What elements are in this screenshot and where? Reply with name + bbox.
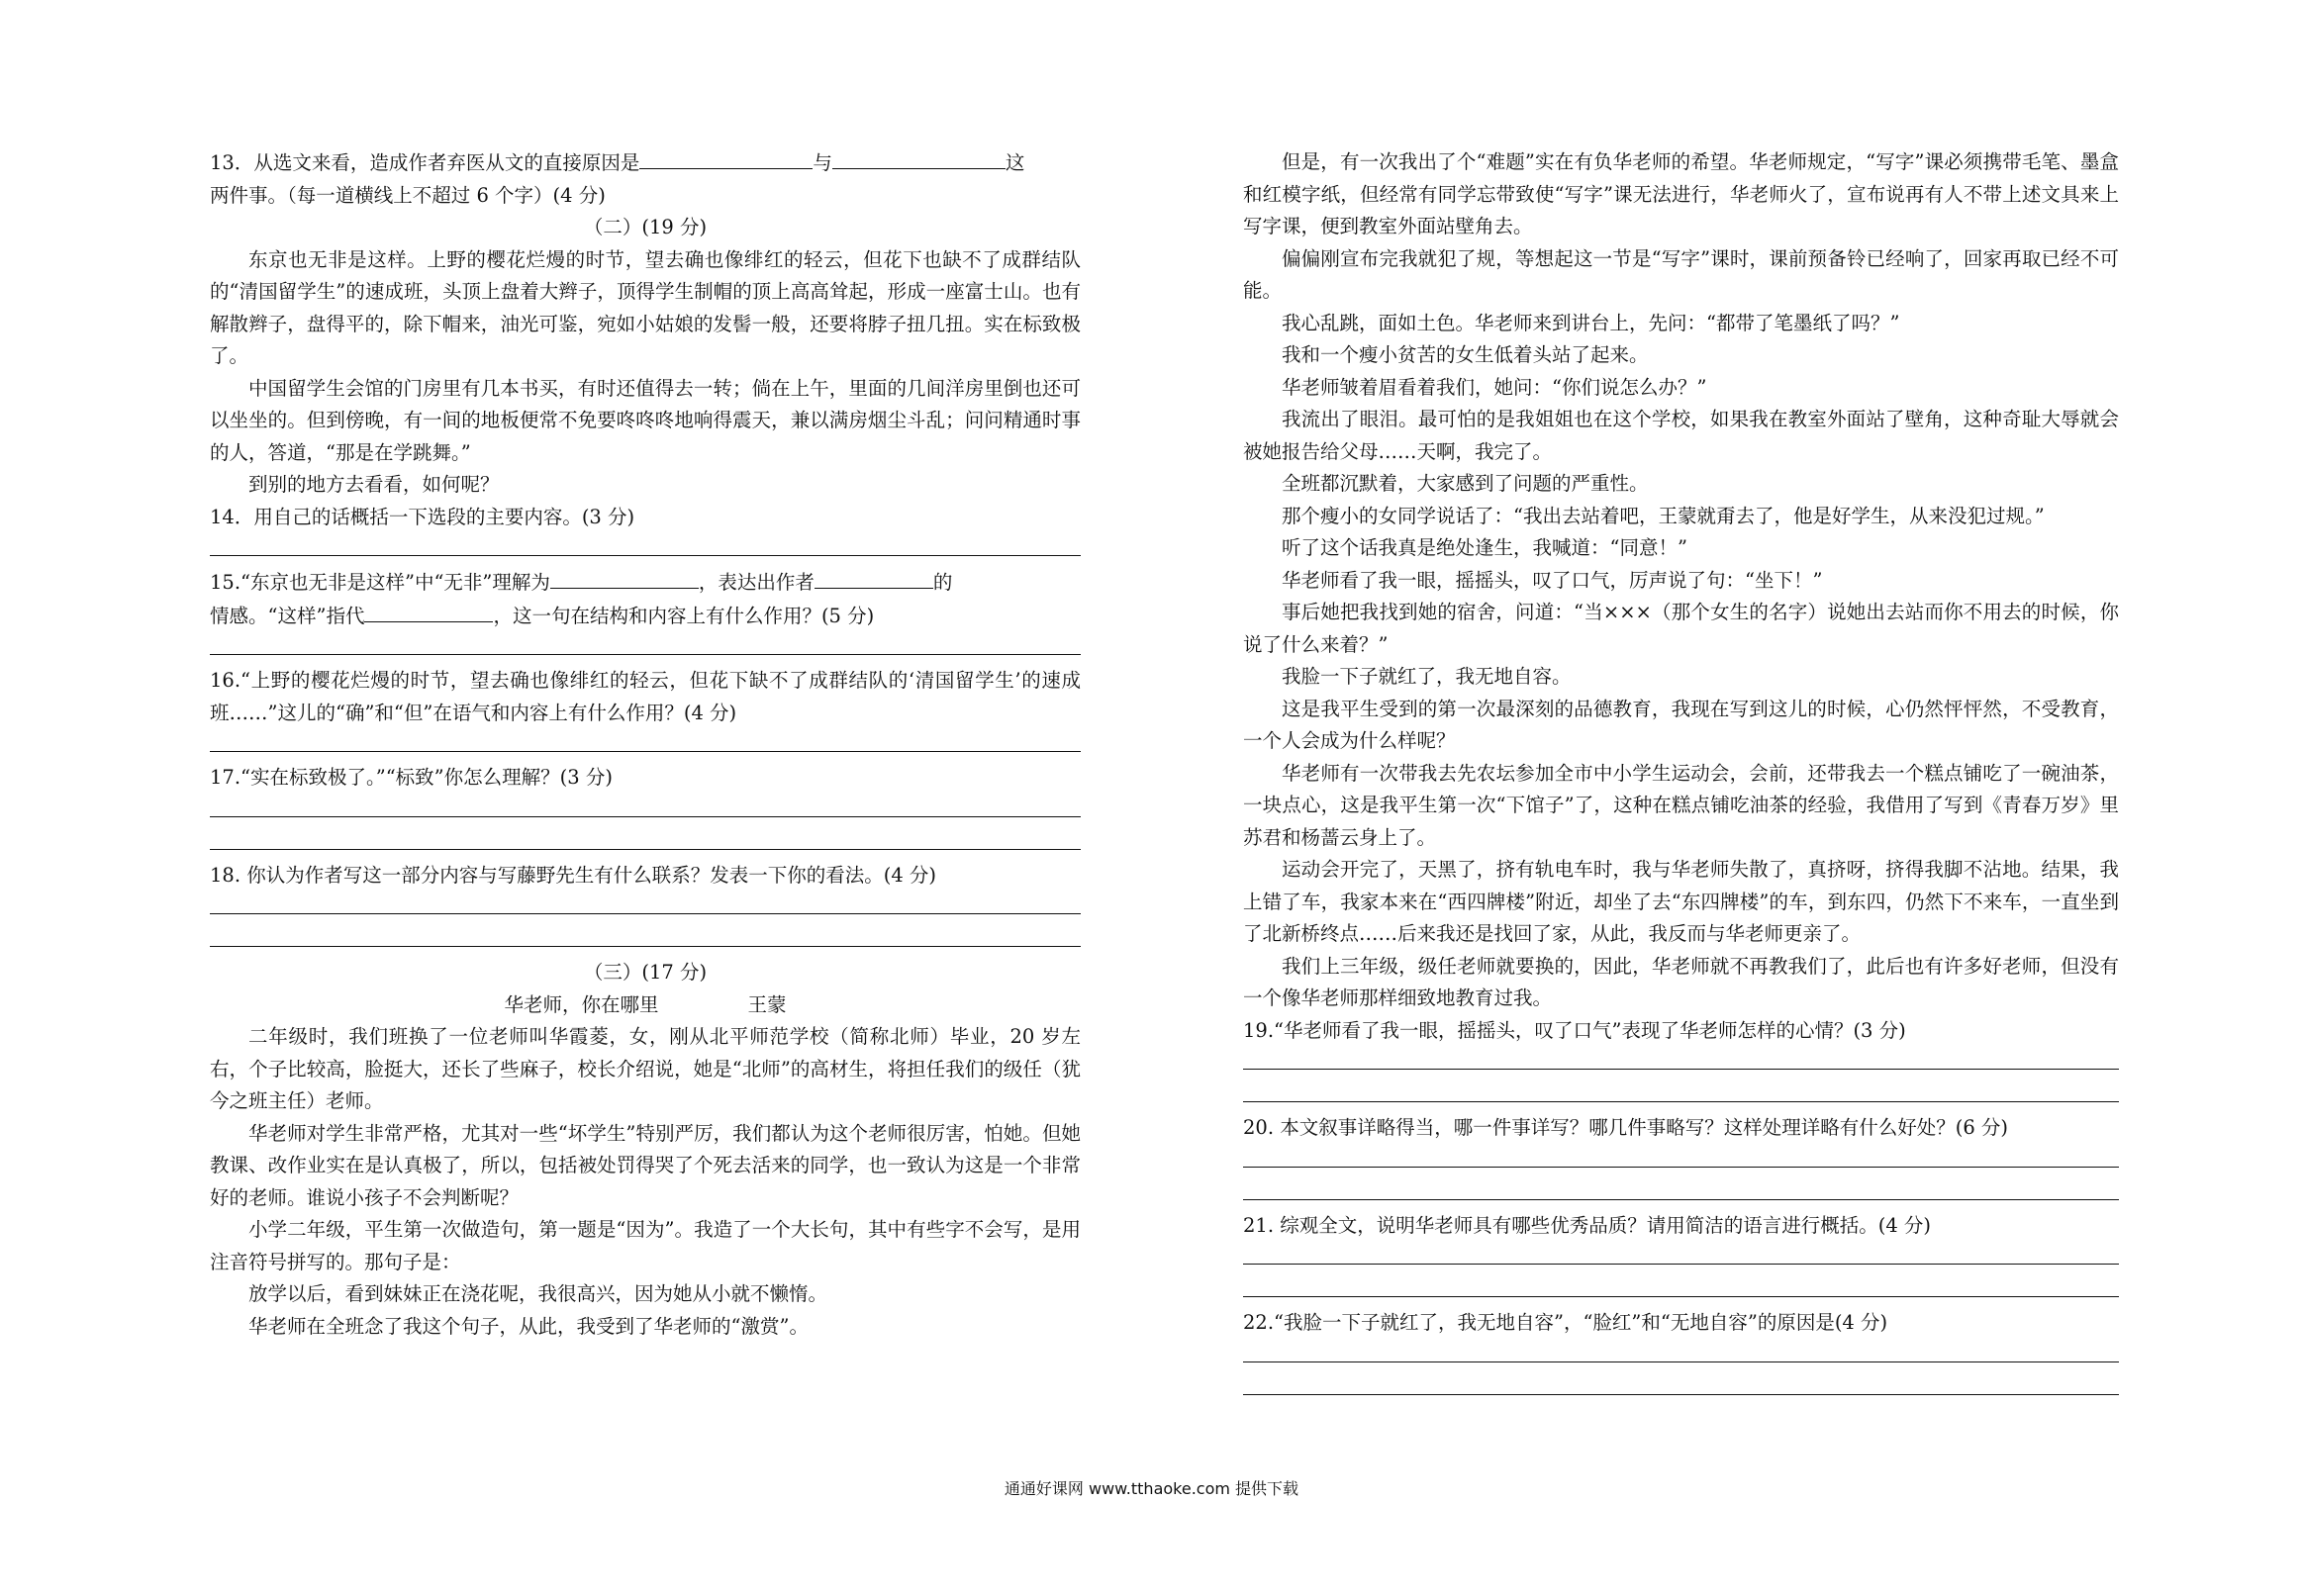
question-19: 19.“华老师看了我一眼，摇摇头，叹了口气”表现了华老师怎样的心情？(3 分): [1243, 1018, 1906, 1042]
passage-2-para-2: 中国留学生会馆的门房里有几本书买，有时还值得去一转；倘在上午，里面的几间洋房里倒也还可以坐坐的。但到傍晚，有一间的地板便常不免要咚咚咚地响得震天，兼以满房烟尘斗乱；问问精通时事的人，答道，“那是在学跳舞。”: [210, 376, 1081, 464]
story-para-6: 但是，有一次我出了个“难题”实在有负华老师的希望。华老师规定，“写字”课必须携带毛笔、墨盒和红模字纸，但经常有同学忘带致使“写字”课无法进行，华老师火了，宣布说再有人不带上述文具来上写字课，便到教室外面站壁角去。: [1243, 150, 2119, 237]
answer-line[interactable]: [1243, 1080, 2119, 1102]
story-para-4: 放学以后，看到妹妹正在浇花呢，我很高兴，因为她从小就不懒惰。: [248, 1282, 828, 1305]
question-13-note: 两件事。（每一道横线上不超过 6 个字）(4 分): [210, 183, 606, 207]
question-16: 16.“上野的樱花烂熳的时节，望去确也像绯红的轻云，但花下缺不了成群结队的‘清国留学生’的速成班……”这儿的“确”和“但”在语气和内容上有什么作用？(4 分): [210, 669, 1081, 724]
answer-line[interactable]: [210, 533, 1081, 556]
story-para-8: 我心乱跳，面如土色。华老师来到讲台上，先问：“都带了笔墨纸了吗？”: [1282, 311, 1900, 334]
question-18: 18. 你认为作者写这一部分内容与写藤野先生有什么联系？发表一下你的看法。(4 分): [210, 863, 937, 887]
story-para-15: 华老师看了我一眼，摇摇头，叹了口气，厉声说了句：“坐下！”: [1282, 568, 1823, 592]
answer-line[interactable]: [1243, 1340, 2119, 1362]
story-para-7: 偏偏刚宣布完我就犯了规，等想起这一节是“写字”课时，课前预备铃已经响了，回家再取已经不可能。: [1243, 246, 2119, 302]
story-para-10: 华老师皱着眉看着我们，她问：“你们说怎么办？”: [1282, 375, 1707, 399]
answer-line[interactable]: [1243, 1177, 2119, 1200]
section-2-heading: （二）(19 分): [583, 216, 708, 238]
answer-line[interactable]: [210, 892, 1081, 914]
story-para-16: 事后她把我找到她的宿舍，问道：“当×××（那个女生的名字）说她出去站而你不用去的时候，你说了什么来着？”: [1243, 601, 2119, 656]
story-para-3: 小学二年级，平生第一次做造句，第一题是“因为”。我造了一个大长句，其中有些字不会写，是用注音符号拼写的。那句子是：: [210, 1218, 1081, 1273]
story-para-9: 我和一个瘦小贫苦的女生低着头站了起来。: [1282, 343, 1649, 366]
story-para-2: 华老师对学生非常严格，尤其对一些“坏学生”特别严厉，我们都认为这个老师很厉害，怕她。但她教课、改作业实在是认真极了，所以，包括被处罚得哭了个死去活来的同学，也一致认为这是一个非常好的老师。谁说小孩子不会判断呢？: [210, 1121, 1081, 1209]
passage-2-para-1: 东京也无非是这样。上野的樱花烂熳的时节，望去确也像绯红的轻云，但花下也缺不了成群结队的“清国留学生”的速成班，头顶上盘着大辫子，顶得学生制帽的顶上高高耸起，形成一座富士山。也有解散辫子，盘得平的，除下帽来，油光可鉴，宛如小姑娘的发髻一般，还要将脖子扭几扭。实在标致极了。: [210, 247, 1081, 367]
question-20: 20. 本文叙事详略得当，哪一件事详写？哪几件事略写？这样处理详略有什么好处？(6 分): [1243, 1116, 2009, 1139]
story-para-14: 听了这个话我真是绝处逢生，我喊道：“同意！”: [1282, 536, 1687, 559]
question-21: 21. 综观全文，说明华老师具有哪些优秀品质？请用简洁的语言进行概括。(4 分): [1243, 1213, 1932, 1237]
answer-blank[interactable]: [815, 566, 933, 589]
story-para-11: 我流出了眼泪。最可怕的是我姐姐也在这个学校，如果我在教室外面站了壁角，这种奇耻大辱就会被她报告给父母……天啊，我完了。: [1243, 408, 2119, 463]
story-para-17: 我脸一下子就红了，我无地自容。: [1282, 665, 1572, 688]
answer-blank[interactable]: [832, 146, 1006, 169]
story-author: 王蒙: [747, 992, 787, 1016]
story-para-13: 那个瘦小的女同学说话了：“我出去站着吧，王蒙就甭去了，他是好学生，从来没犯过规。”: [1282, 504, 2045, 527]
answer-line[interactable]: [210, 924, 1081, 947]
answer-line[interactable]: [1243, 1274, 2119, 1297]
answer-line[interactable]: [210, 795, 1081, 817]
question-14: 14．用自己的话概括一下选段的主要内容。(3 分): [210, 505, 635, 528]
page-footer: 通通好课网 www.tthaoke.com 提供下载: [1004, 1479, 1299, 1498]
answer-line[interactable]: [210, 827, 1081, 850]
answer-line[interactable]: [210, 729, 1081, 752]
story-title-line: [210, 989, 1081, 1022]
question-22: 22.“我脸一下子就红了，我无地自容”，“脸红”和“无地自容”的原因是(4 分): [1243, 1311, 1888, 1334]
question-17: 17.“实在标致极了。”“标致”你怎么理解？(3 分): [210, 766, 613, 789]
passage-2-para-3: 到别的地方去看看，如何呢？: [248, 473, 500, 496]
story-para-18: 这是我平生受到的第一次最深刻的品德教育，我现在写到这儿的时候，心仍然怦怦然，不受教育，一个人会成为什么样呢？: [1243, 697, 2119, 752]
story-para-12: 全班都沉默着，大家感到了问题的严重性。: [1282, 472, 1649, 495]
answer-line[interactable]: [210, 632, 1081, 655]
story-para-21: 我们上三年级，级任老师就要换的，因此，华老师就不再教我们了，此后也有许多好老师，但没有一个像华老师那样细致地教育过我。: [1243, 954, 2119, 1009]
answer-line[interactable]: [1243, 1145, 2119, 1168]
right-column: [1243, 146, 2119, 1405]
question-13: 13．从选文来看，造成作者弃医从文的直接原因是 与 这: [210, 146, 1081, 180]
story-para-5: 华老师在全班念了我这个句子，从此，我受到了华老师的“激赏”。: [248, 1314, 809, 1338]
section-3-heading: （三）(17 分): [583, 961, 708, 984]
story-para-19: 华老师有一次带我去先农坛参加全市中小学生运动会，会前，还带我去一个糕点铺吃了一碗油茶，一块点心，这是我平生第一次“下馆子”了，这种在糕点铺吃油茶的经验，我借用了写到《青春万岁》里苏君和杨蔷云身上了。: [1243, 761, 2119, 849]
answer-line[interactable]: [1243, 1047, 2119, 1070]
answer-blank[interactable]: [639, 146, 813, 169]
left-column: [210, 146, 1081, 1343]
question-15: 15.“东京也无非是这样”中“无非”理解为 ，表达出作者 的 情感。“这样”指代 ，这一句在结构和内容上有什么作用？(5 分): [210, 566, 1081, 632]
story-para-20: 运动会开完了，天黑了，挤有轨电车时，我与华老师失散了，真挤呀，挤得我脚不沾地。结果，我上错了车，我家本来在“西四牌楼”附近，却坐了去“东四牌楼”的车，到东四，仍然下不来车，一直坐到了北新桥终点……后来我还是找回了家，从此，我反而与华老师更亲了。: [1243, 858, 2119, 945]
answer-line[interactable]: [1243, 1372, 2119, 1395]
story-title: 华老师，你在哪里: [504, 992, 659, 1016]
answer-line[interactable]: [1243, 1242, 2119, 1265]
answer-blank[interactable]: [364, 600, 493, 622]
answer-blank[interactable]: [550, 566, 699, 589]
story-para-1: 二年级时，我们班换了一位老师叫华霞菱，女，刚从北平师范学校（简称北师）毕业，20 岁左右，个子比较高，脸挺大，还长了些麻子，校长介绍说，她是“北师”的高材生，将担任我们的级任（犹今之班主任）老师。: [210, 1025, 1081, 1112]
